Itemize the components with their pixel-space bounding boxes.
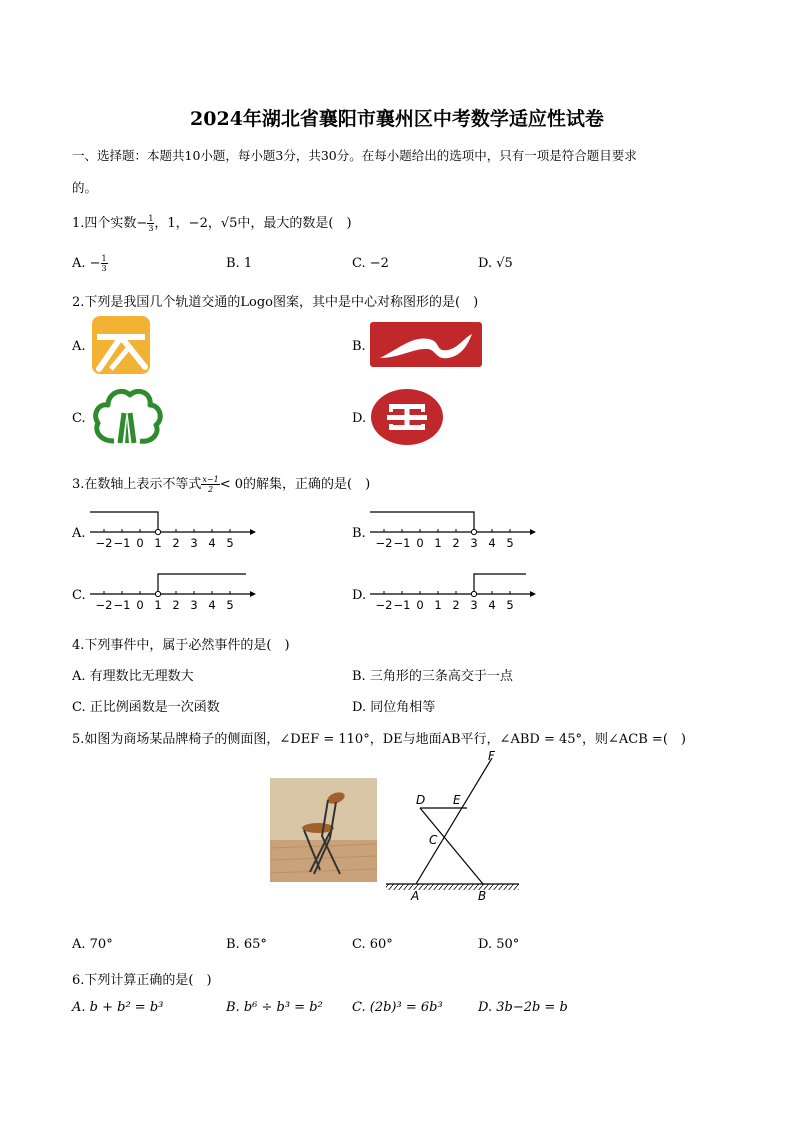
- logo-b-image: [370, 322, 482, 367]
- question-6: 6.下列计算正确的是( ): [72, 973, 212, 988]
- question-5: 5.如图为商场某品牌椅子的侧面图，∠DEF = 110°，DE与地面AB平行，∠ABD = 45°，则∠ACB =( ): [72, 732, 686, 747]
- q5-option-b: B. 65°: [226, 937, 267, 952]
- tick-label: −1: [393, 598, 411, 612]
- q6-option-a: A. b + b² = b³: [72, 1000, 164, 1015]
- q3-label-c: C.: [72, 588, 86, 603]
- tick-label: 0: [416, 598, 424, 612]
- q5-option-d: D. 50°: [478, 937, 520, 952]
- point-label-a: A: [411, 889, 420, 903]
- page-title: 2024年湖北省襄阳市襄州区中考数学适应性试卷: [190, 108, 604, 130]
- logo-c-image: [90, 385, 164, 447]
- q1-frac-den: 3: [148, 224, 154, 233]
- solution-ray: [158, 574, 246, 591]
- q3-label-d: D.: [352, 588, 367, 603]
- q1-option-b: B. 1: [226, 256, 253, 271]
- tick-label: 0: [136, 598, 144, 612]
- q5-option-a: A. 70°: [72, 937, 113, 952]
- tick-label: 4: [208, 598, 216, 612]
- tick-label: 2: [452, 598, 460, 612]
- segment-af: [416, 758, 492, 884]
- ground-hatch: [386, 884, 519, 890]
- solution-ray: [370, 512, 474, 529]
- tick-label: 3: [190, 536, 198, 550]
- q1-neg: −: [136, 216, 148, 231]
- tick-label: 5: [506, 598, 514, 612]
- logo-a-image: [91, 315, 151, 375]
- q6-option-d: D. 3b−2b = b: [478, 1000, 568, 1015]
- point-label-b: B: [478, 889, 487, 903]
- axis-arrow: [530, 529, 536, 535]
- q1-option-c: C. −2: [352, 256, 389, 271]
- tick-label: −1: [113, 598, 131, 612]
- tick-label: −2: [95, 598, 113, 612]
- solution-ray: [90, 512, 158, 529]
- q4-option-a: A. 有理数比无理数大: [72, 669, 194, 684]
- axis-arrow: [250, 591, 256, 597]
- tick-label: 0: [136, 536, 144, 550]
- q3-label-b: B.: [352, 526, 366, 541]
- logo-d-image: [370, 388, 444, 446]
- tick-label: 1: [154, 598, 162, 612]
- tick-label: −2: [375, 536, 393, 550]
- tick-label: 4: [208, 536, 216, 550]
- tick-label: 4: [488, 536, 496, 550]
- tick-label: 0: [416, 536, 424, 550]
- open-circle: [155, 591, 160, 596]
- q4-option-d: D. 同位角相等: [352, 700, 436, 715]
- tick-label: 2: [172, 536, 180, 550]
- tick-label: 4: [488, 598, 496, 612]
- q1-option-d: D. √5: [478, 256, 513, 271]
- tick-label: −2: [95, 536, 113, 550]
- point-label-c: C: [429, 833, 438, 847]
- axis-arrow: [530, 591, 536, 597]
- tick-label: 5: [226, 536, 234, 550]
- q4-option-c: C. 正比例函数是一次函数: [72, 700, 220, 715]
- solution-ray: [474, 574, 526, 591]
- tick-label: 2: [172, 598, 180, 612]
- q2-label-d: D.: [352, 411, 367, 426]
- q1-a-label: A. −: [72, 256, 101, 271]
- q1-option-a: [72, 254, 108, 273]
- tick-label: 3: [470, 598, 478, 612]
- question-3: [72, 473, 370, 494]
- q2-label-b: B.: [352, 339, 366, 354]
- point-label-d: D: [416, 793, 426, 807]
- q3-label-a: A.: [72, 526, 86, 541]
- tick-label: 5: [506, 536, 514, 550]
- q3-suffix: < 0的解集，正确的是( ): [219, 477, 371, 492]
- section-heading: 一、选择题：本题共10小题，每小题3分，共30分。在每小题给出的选项中，只有一项是符合题目要求: [72, 148, 637, 163]
- q4-option-b: B. 三角形的三条高交于一点: [352, 669, 513, 684]
- q2-label-c: C.: [72, 411, 86, 426]
- tick-label: −1: [113, 536, 131, 550]
- point-label-e: E: [453, 793, 461, 807]
- section-heading-cont: 的。: [72, 180, 98, 195]
- tick-label: 2: [452, 536, 460, 550]
- question-4: 4.下列事件中，属于必然事件的是( ): [72, 638, 290, 653]
- open-circle: [471, 529, 476, 534]
- number-line-a: [86, 506, 258, 556]
- tick-label: 1: [434, 536, 442, 550]
- q3-frac-num: x−1: [202, 475, 219, 484]
- tick-label: 3: [470, 536, 478, 550]
- q1-prefix: 1.四个实数: [72, 216, 137, 231]
- q6-option-c: C. (2b)³ = 6b³: [352, 1000, 443, 1015]
- q1-a-den: 3: [101, 264, 107, 273]
- q1-middle: ，1，−2，√5中，最大的数是( ): [154, 216, 352, 231]
- tick-label: −1: [393, 536, 411, 550]
- tick-label: −2: [375, 598, 393, 612]
- number-line-d: [366, 568, 538, 618]
- tick-label: 1: [434, 598, 442, 612]
- q5-option-c: C. 60°: [352, 937, 393, 952]
- axis-arrow: [250, 529, 256, 535]
- open-circle: [155, 529, 160, 534]
- q2-label-a: A.: [72, 339, 86, 354]
- point-label-f: F: [488, 749, 495, 763]
- q3-fraction: [201, 475, 219, 494]
- q3-prefix: 3.在数轴上表示不等式: [72, 477, 202, 492]
- number-line-c: [86, 568, 258, 618]
- question-2: 2.下列是我国几个轨道交通的Logo图案，其中是中心对称图形的是( ): [72, 295, 479, 310]
- open-circle: [471, 591, 476, 596]
- chair-photo: [270, 778, 377, 882]
- geometry-diagram: [382, 748, 524, 906]
- q1-a-fraction: [101, 254, 108, 273]
- tick-label: 3: [190, 598, 198, 612]
- tick-label: 1: [154, 536, 162, 550]
- q1-a-num: 1: [101, 254, 107, 263]
- number-line-b: [366, 506, 538, 556]
- q1-frac-num: 1: [148, 214, 154, 223]
- tick-label: 5: [226, 598, 234, 612]
- question-1: [72, 212, 352, 233]
- q3-frac-den: 2: [208, 485, 214, 494]
- q6-option-b: B. b⁶ ÷ b³ = b²: [226, 1000, 323, 1015]
